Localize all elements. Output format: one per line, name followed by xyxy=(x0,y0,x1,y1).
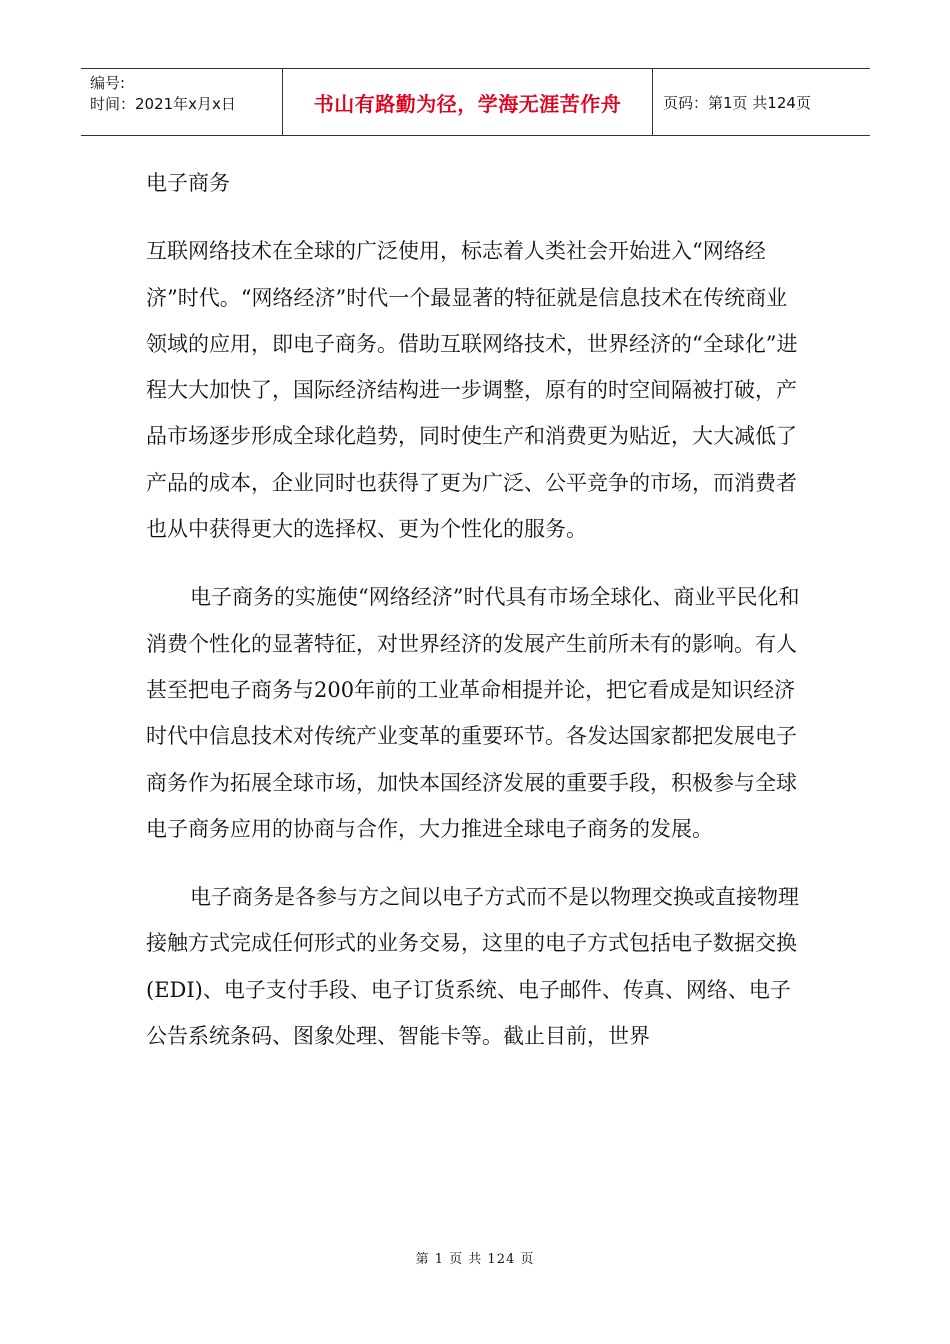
header-page-info: 页码：第1页 共124页 xyxy=(663,93,811,112)
document-body xyxy=(146,160,806,1081)
document-time-label: 时间：2021年x月x日 xyxy=(90,95,236,113)
paragraph-1: 互联网络技术在全球的广泛使用，标志着人类社会开始进入“网络经济”时代。“网络经济”时代一个最显著的特征就是信息技术在传统商业领域的应用，即电子商务。借助互联网络技术，世界经济的“全球化”进程大大加快了，国际经济结构进一步调整，原有的时空间隔被打破，产品市场逐步形成全球化趋势，同时使生产和消费更为贴近，大大减低了产品的成本，企业同时也获得了更为广泛、公平竞争的市场，而消费者也从中获得更大的选择权、更为个性化的服务。 xyxy=(146,239,798,542)
header-meta-cell xyxy=(81,69,283,135)
page-footer: 第 1 页 共 124 页 xyxy=(415,1252,535,1267)
paragraph-3: 电子商务是各参与方之间以电子方式而不是以物理交换或直接物理接触方式完成任何形式的业务交易，这里的电子方式包括电子数据交换(EDI)、电子支付手段、电子订货系统、电子邮件、传真、网络、电子公告系统条码、图象处理、智能卡等。截止目前，世界 xyxy=(146,885,799,1049)
document-number-label: 编号: xyxy=(90,74,126,92)
page-header xyxy=(81,68,870,136)
paragraph-2: 电子商务的实施使“网络经济”时代具有市场全球化、商业平民化和消费个性化的显著特征，对世界经济的发展产生前所未有的影响。有人甚至把电子商务与200年前的工业革命相提并论，把它看成是知识经济时代中信息技术对传统产业变革的重要环节。各发达国家都把发展电子商务作为拓展全球市场，加快本国经济发展的重要手段，积极参与全球电子商务应用的协商与合作，大力推进全球电子商务的发展。 xyxy=(146,585,800,841)
header-motto: 书山有路勤为径，学海无涯苦作舟 xyxy=(283,69,653,135)
document-title: 电子商务 xyxy=(146,171,230,195)
